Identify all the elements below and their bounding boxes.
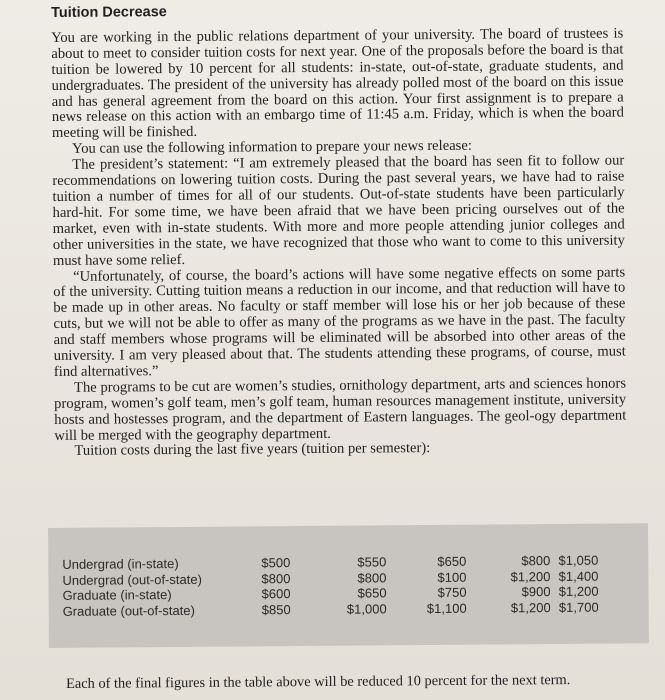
tuition-table-box [48, 523, 649, 648]
table-cell: $550 [357, 554, 387, 570]
negative-effects-paragraph: “Unfortunately, of course, the board’s actions will have some negative effects on some parts of the university. Cutting tuition means a reduction in our income, and that reduction will have to be made up in other areas. No faculty or staff member will lose his or her job because of these cuts, but we will not be able to offer as many of the programs as we have in the past. The faculty and staff members whose programs will be eliminated will be absorbed into other areas of the university. I am very pleased about that. The students attending these programs, of course, must find alternatives.” [53, 263, 626, 380]
table-cell: $800 [261, 570, 291, 587]
table-cell: $1,200 [510, 599, 551, 616]
programs-cut-paragraph: The programs to be cut are women’s studies, ornithology department, arts and sciences honors program, women’s golf team, men’s golf team, human resources management institute, university hosts and hostesses program, and the department of Eastern languages. The geol-ogy department will be merged with the geography department. [54, 375, 627, 444]
table-footnote: Each of the final figures in the table above will be reduced 10 percent for the next term. [66, 672, 571, 692]
row-label: Undergrad (in-state) [62, 556, 179, 573]
row-label: Undergrad (out-of-state) [62, 571, 202, 588]
page-body [51, 2, 627, 461]
table-cell: $1,400 [558, 568, 599, 584]
table-cell: $650 [357, 585, 387, 601]
table-cell: $650 [437, 553, 467, 570]
row-label: Graduate (out-of-state) [62, 602, 195, 619]
table-cell: $900 [521, 584, 551, 600]
president-statement-paragraph: The president’s statement: “I am extremely pleased that the board has seen fit to follow our recommendations on lowering tuition costs. During the past several years, we have had to raise tuition a number of times for all of our students. Out-of-state students have been particularly hard-hit. For some time, we have been afraid that we have been pricing ourselves out of the market, even with in-state students. With more and more people attending junior colleges and other universities in the state, we have recognized that those who want to come to this university must have some relief. [52, 152, 625, 269]
table-cell: $800 [521, 553, 551, 569]
table-cell: $750 [437, 584, 467, 601]
table-cell: $1,050 [558, 552, 599, 569]
table-cell: $800 [357, 570, 387, 586]
table-cell: $1,200 [558, 583, 599, 600]
tuition-intro-paragraph: Tuition costs during the last five years (tuition per semester): [74, 440, 431, 460]
row-label: Graduate (in-state) [62, 587, 172, 604]
tuition-table [62, 553, 598, 619]
table-cell: $1,700 [558, 599, 599, 615]
table-cell: $100 [437, 569, 467, 585]
table-cell: $850 [261, 601, 291, 618]
table-cell: $1,100 [426, 600, 467, 616]
table-cell: $500 [261, 555, 291, 571]
table-cell: $600 [261, 586, 291, 602]
intro-paragraph: You are working in the public relations department of your university. The board of trustees is about to meet to consider tuition costs for next year. One of the proposals before the board is that tuition be lowered by 10 percent for all students: in-state, out-of-state, graduate students, and undergraduates. The president of the university has already polled most of the board on this issue and has general agreement from the board on this action. Your first assignment is to prepare a news release on this action with an embargo time of 11:45 a.m. Friday, which is when the board meeting will be finished. [51, 25, 624, 142]
table-cell: $1,200 [510, 568, 551, 585]
table-cell: $1,000 [346, 601, 387, 617]
instruction-paragraph: You can use the following information to prepare your news release: [72, 137, 472, 158]
page-heading: Tuition Decrease [50, 4, 167, 21]
